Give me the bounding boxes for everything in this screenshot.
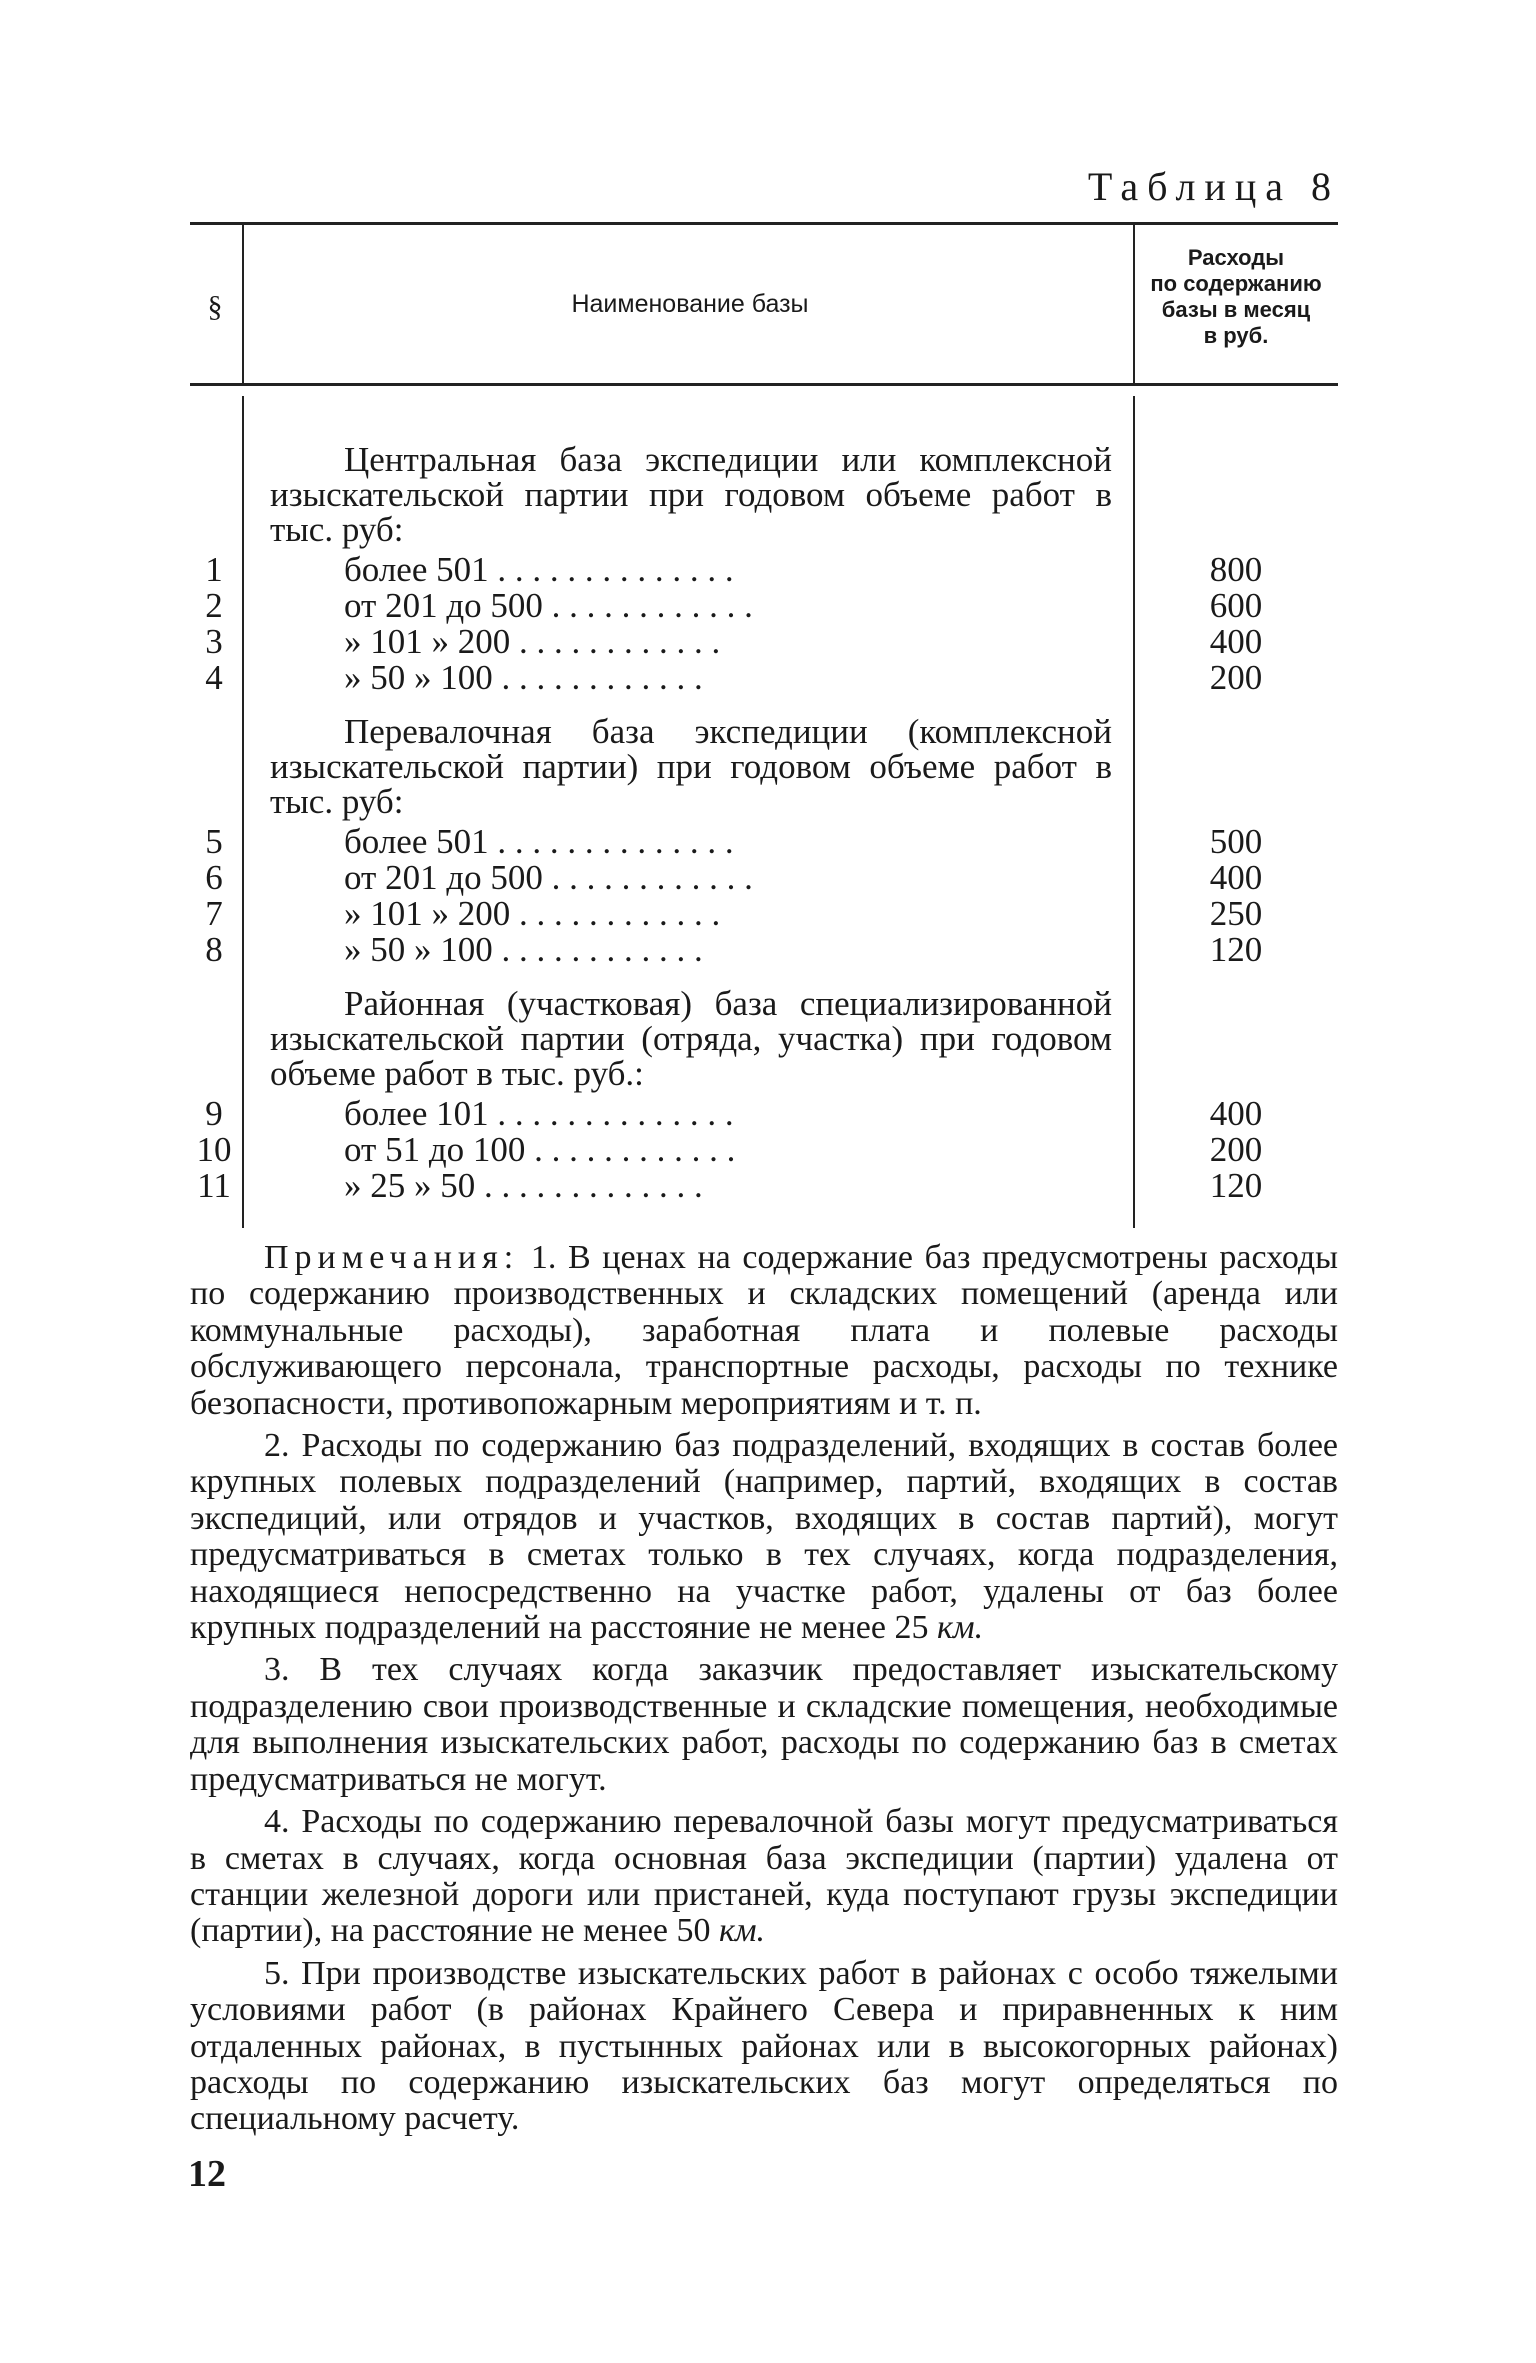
row-number: 2 <box>205 586 223 625</box>
table-row <box>0 1132 1536 1168</box>
row-value: 500 <box>1209 822 1263 861</box>
row-number: 8 <box>205 930 223 969</box>
row-label: » 101 » 200 . . . . . . . . . . . . <box>344 896 721 932</box>
table-top-rule <box>190 222 1338 225</box>
row-value: 120 <box>1209 1166 1263 1205</box>
row-label: более 501 . . . . . . . . . . . . . . <box>344 824 734 860</box>
row-label: » 50 » 100 . . . . . . . . . . . . <box>344 660 703 696</box>
table-header-rule <box>190 383 1338 386</box>
row-number: 3 <box>205 622 223 661</box>
table-row <box>0 1096 1536 1132</box>
row-label: более 101 . . . . . . . . . . . . . . <box>344 1096 734 1132</box>
row-number: 11 <box>197 1166 231 1205</box>
header-cost-line: базы в месяц <box>1161 297 1311 322</box>
row-label: от 201 до 500 . . . . . . . . . . . . <box>344 860 753 896</box>
note-3: 3. В тех случаях когда заказчик предоставляет изыскательскому подразделению свои производственные и складские помещения, необходимые для выполнения изыскательских работ, расходы по содержанию баз в сметах предусматриваться не могут. <box>190 1651 1338 1798</box>
table-row <box>0 624 1536 660</box>
row-number: 6 <box>205 858 223 897</box>
table-row <box>0 552 1536 588</box>
row-number: 10 <box>196 1130 232 1169</box>
header-section-symbol: § <box>207 290 223 323</box>
note-2-unit: км. <box>936 1609 984 1647</box>
row-value: 400 <box>1209 622 1263 661</box>
row-value: 200 <box>1209 658 1263 697</box>
row-number: 9 <box>205 1094 223 1133</box>
header-cost-line: в руб. <box>1203 323 1269 348</box>
header-cost-line: по содержанию <box>1150 271 1322 296</box>
table-title: Таблица 8 <box>1087 164 1340 209</box>
header-divider-left <box>242 225 244 385</box>
note-4 <box>190 1804 1338 1950</box>
notes-section <box>190 1240 1338 2144</box>
row-value: 600 <box>1209 586 1263 625</box>
row-value: 400 <box>1209 1094 1263 1133</box>
table-row <box>0 896 1536 932</box>
table-row <box>0 860 1536 896</box>
table-row <box>0 660 1536 696</box>
row-value: 800 <box>1209 550 1263 589</box>
group-heading-central: Центральная база экспедиции или комплексной изыскательской партии при годовом объеме работ в тыс. руб: <box>270 440 1112 549</box>
page-number: 12 <box>188 2153 226 2195</box>
table-row <box>0 588 1536 624</box>
note-2 <box>190 1428 1338 1646</box>
note-4-unit: км. <box>718 1912 766 1950</box>
table-row <box>0 1168 1536 1204</box>
row-value: 200 <box>1209 1130 1263 1169</box>
row-label: более 501 . . . . . . . . . . . . . . <box>344 552 734 588</box>
row-value: 400 <box>1209 858 1263 897</box>
row-value: 120 <box>1209 930 1263 969</box>
row-value: 250 <box>1209 894 1263 933</box>
group-heading-transshipment: Перевалочная база экспедиции (комплексной изыскательской партии) при годовом объеме работ в тыс. руб: <box>270 712 1112 821</box>
row-label: » 101 » 200 . . . . . . . . . . . . <box>344 624 721 660</box>
row-number: 1 <box>205 550 223 589</box>
note-1-text: 1. В ценах на содержание баз предусмотрены расходы по содержанию производственных и складских помещений (аренда или коммунальные расходы), заработная плата и полевые расходы обслуживающего персонала, транспортные расходы, расходы по технике безопасности, противопожарным мероприятиям и т. п. <box>190 1239 1338 1422</box>
row-label: » 50 » 100 . . . . . . . . . . . . <box>344 932 703 968</box>
note-1 <box>190 1240 1338 1422</box>
note-4-text: 4. Расходы по содержанию перевалочной базы могут предусматриваться в сметах в случаях, когда основная база экспедиции (партии) удалена от станции железной дороги или пристаней, куда поступают грузы экспедиции (партии), на расстояние не менее 50 <box>190 1803 1338 1950</box>
note-5: 5. При производстве изыскательских работ в районах с особо тяжелыми условиями работ (в районах Крайнего Севера и приравненных к ним отдаленных районах, в пустынных районах или в высокогорных районах) расходы по содержанию изыскательских баз могут определяться по специальному расчету. <box>190 1954 1338 2138</box>
row-label: от 201 до 500 . . . . . . . . . . . . <box>344 588 753 624</box>
table-row <box>0 824 1536 860</box>
table-row <box>0 932 1536 968</box>
row-number: 4 <box>205 658 223 697</box>
row-number: 5 <box>205 822 223 861</box>
header-cost-line: Расходы <box>1187 245 1285 270</box>
notes-prefix: Примечания: <box>264 1239 520 1276</box>
row-label: » 25 » 50 . . . . . . . . . . . . . <box>344 1168 703 1204</box>
header-base-name: Наименование базы <box>571 290 809 318</box>
note-2-text: 2. Расходы по содержанию баз подразделений, входящих в состав более крупных полевых подразделений (например, партий, входящих в состав экспедиций, или отрядов и участков, входящих в состав партий), могут предусматриваться в сметах только в тех случаях, когда подразделения, находящиеся непосредственно на участке работ, удалены от баз более крупных подразделений на расстояние не менее 25 <box>190 1427 1338 1647</box>
group-heading-district: Районная (участковая) база специализированной изыскательской партии (отряда, участка) при годовом объеме работ в тыс. руб.: <box>270 984 1112 1093</box>
header-monthly-cost <box>1136 245 1336 349</box>
row-label: от 51 до 100 . . . . . . . . . . . . <box>344 1132 736 1168</box>
row-number: 7 <box>205 894 223 933</box>
